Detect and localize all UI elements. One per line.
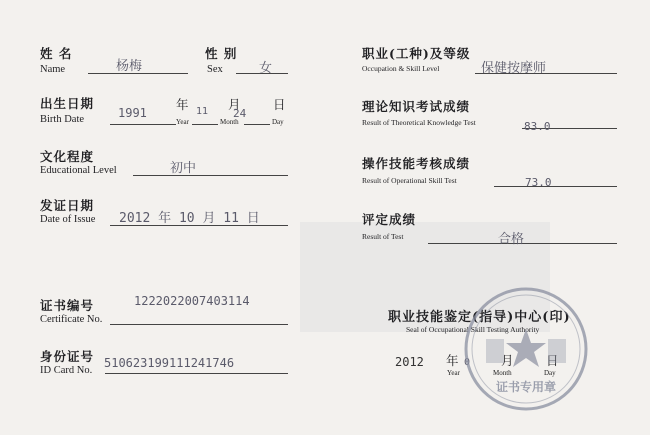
dob-day-en: Day — [272, 118, 284, 126]
dob-month-underline — [192, 124, 218, 125]
occupation-label-zh: 职业(工种)及等级 — [362, 46, 471, 61]
skill-label-en: Result of Operational Skill Test — [362, 176, 457, 185]
seal-date-year: 2012 — [395, 355, 424, 369]
issue-label-en: Date of Issue — [40, 214, 96, 225]
sex-label-en: Sex — [207, 64, 223, 75]
dob-year-value: 1991 — [118, 106, 147, 120]
idcard-label-zh: 身份证号 — [40, 349, 95, 364]
dob-month-value: 11 — [196, 106, 209, 117]
name-label-en: Name — [40, 64, 66, 75]
dob-year-en: Year — [176, 118, 189, 126]
name-label-zh: 姓 名 — [40, 46, 73, 61]
occupation-value: 保健按摩师 — [481, 61, 547, 76]
skill-value: 73.0 — [525, 176, 552, 189]
skill-label-zh: 操作技能考核成绩 — [362, 156, 471, 171]
idcard-underline — [105, 373, 288, 374]
seal-date-month-zh: 月 — [501, 353, 515, 368]
seal-date-year-zh: 年 — [446, 353, 460, 368]
dob-year-underline — [110, 124, 176, 125]
dob-label-en: Birth Date — [40, 114, 85, 125]
seal-label-zh: 职业技能鉴定(指导)中心(印) — [388, 310, 571, 325]
seal-date-year-en: Year — [447, 369, 460, 377]
sex-value: 女 — [259, 61, 273, 76]
occupation-label-en: Occupation & Skill Level — [362, 64, 440, 73]
dob-month-en: Month — [220, 118, 239, 126]
dob-year-zh: 年 — [176, 97, 190, 112]
seal-stamp-text: 证书专用章 — [495, 380, 557, 394]
education-label-en: Educational Level — [40, 165, 117, 176]
education-value: 初中 — [170, 161, 197, 176]
dob-day-value: 24 — [233, 107, 247, 120]
issue-value: 2012 年 10 月 11 日 — [119, 211, 260, 226]
official-seal-stamp — [462, 285, 590, 413]
seal-date-day-en: Day — [544, 369, 556, 377]
seal-label-en: Seal of Occupational Skill Testing Authority — [406, 325, 540, 334]
dob-day-underline — [244, 124, 270, 125]
idcard-value: 510623199111241746 — [104, 356, 235, 370]
education-underline — [133, 175, 288, 176]
dob-day-zh: 日 — [273, 97, 287, 112]
result-label-zh: 评定成绩 — [362, 212, 417, 227]
seal-date-month-en: Month — [493, 369, 512, 377]
idcard-label-en: ID Card No. — [40, 365, 93, 376]
skill-underline — [494, 186, 617, 187]
issue-label-zh: 发证日期 — [40, 198, 95, 213]
theory-value: 83.0 — [524, 120, 551, 133]
result-label-en: Result of Test — [362, 232, 404, 241]
sex-label-zh: 性 别 — [205, 46, 238, 61]
dob-label-zh: 出生日期 — [40, 96, 95, 111]
theory-label-en: Result of Theoretical Knowledge Test — [362, 118, 476, 127]
name-value: 杨梅 — [116, 59, 143, 74]
seal-date-month-value: 0 — [464, 357, 471, 368]
dob-month-zh: 月 — [228, 97, 242, 112]
theory-label-zh: 理论知识考试成绩 — [362, 99, 471, 114]
cert-underline — [110, 324, 288, 325]
seal-date-day-zh: 日 — [546, 353, 560, 368]
result-value: 合格 — [498, 232, 525, 247]
cert-value: 1222022007403114 — [134, 294, 250, 308]
cert-label-en: Certificate No. — [40, 314, 103, 325]
education-label-zh: 文化程度 — [40, 149, 95, 164]
cert-label-zh: 证书编号 — [40, 298, 95, 313]
